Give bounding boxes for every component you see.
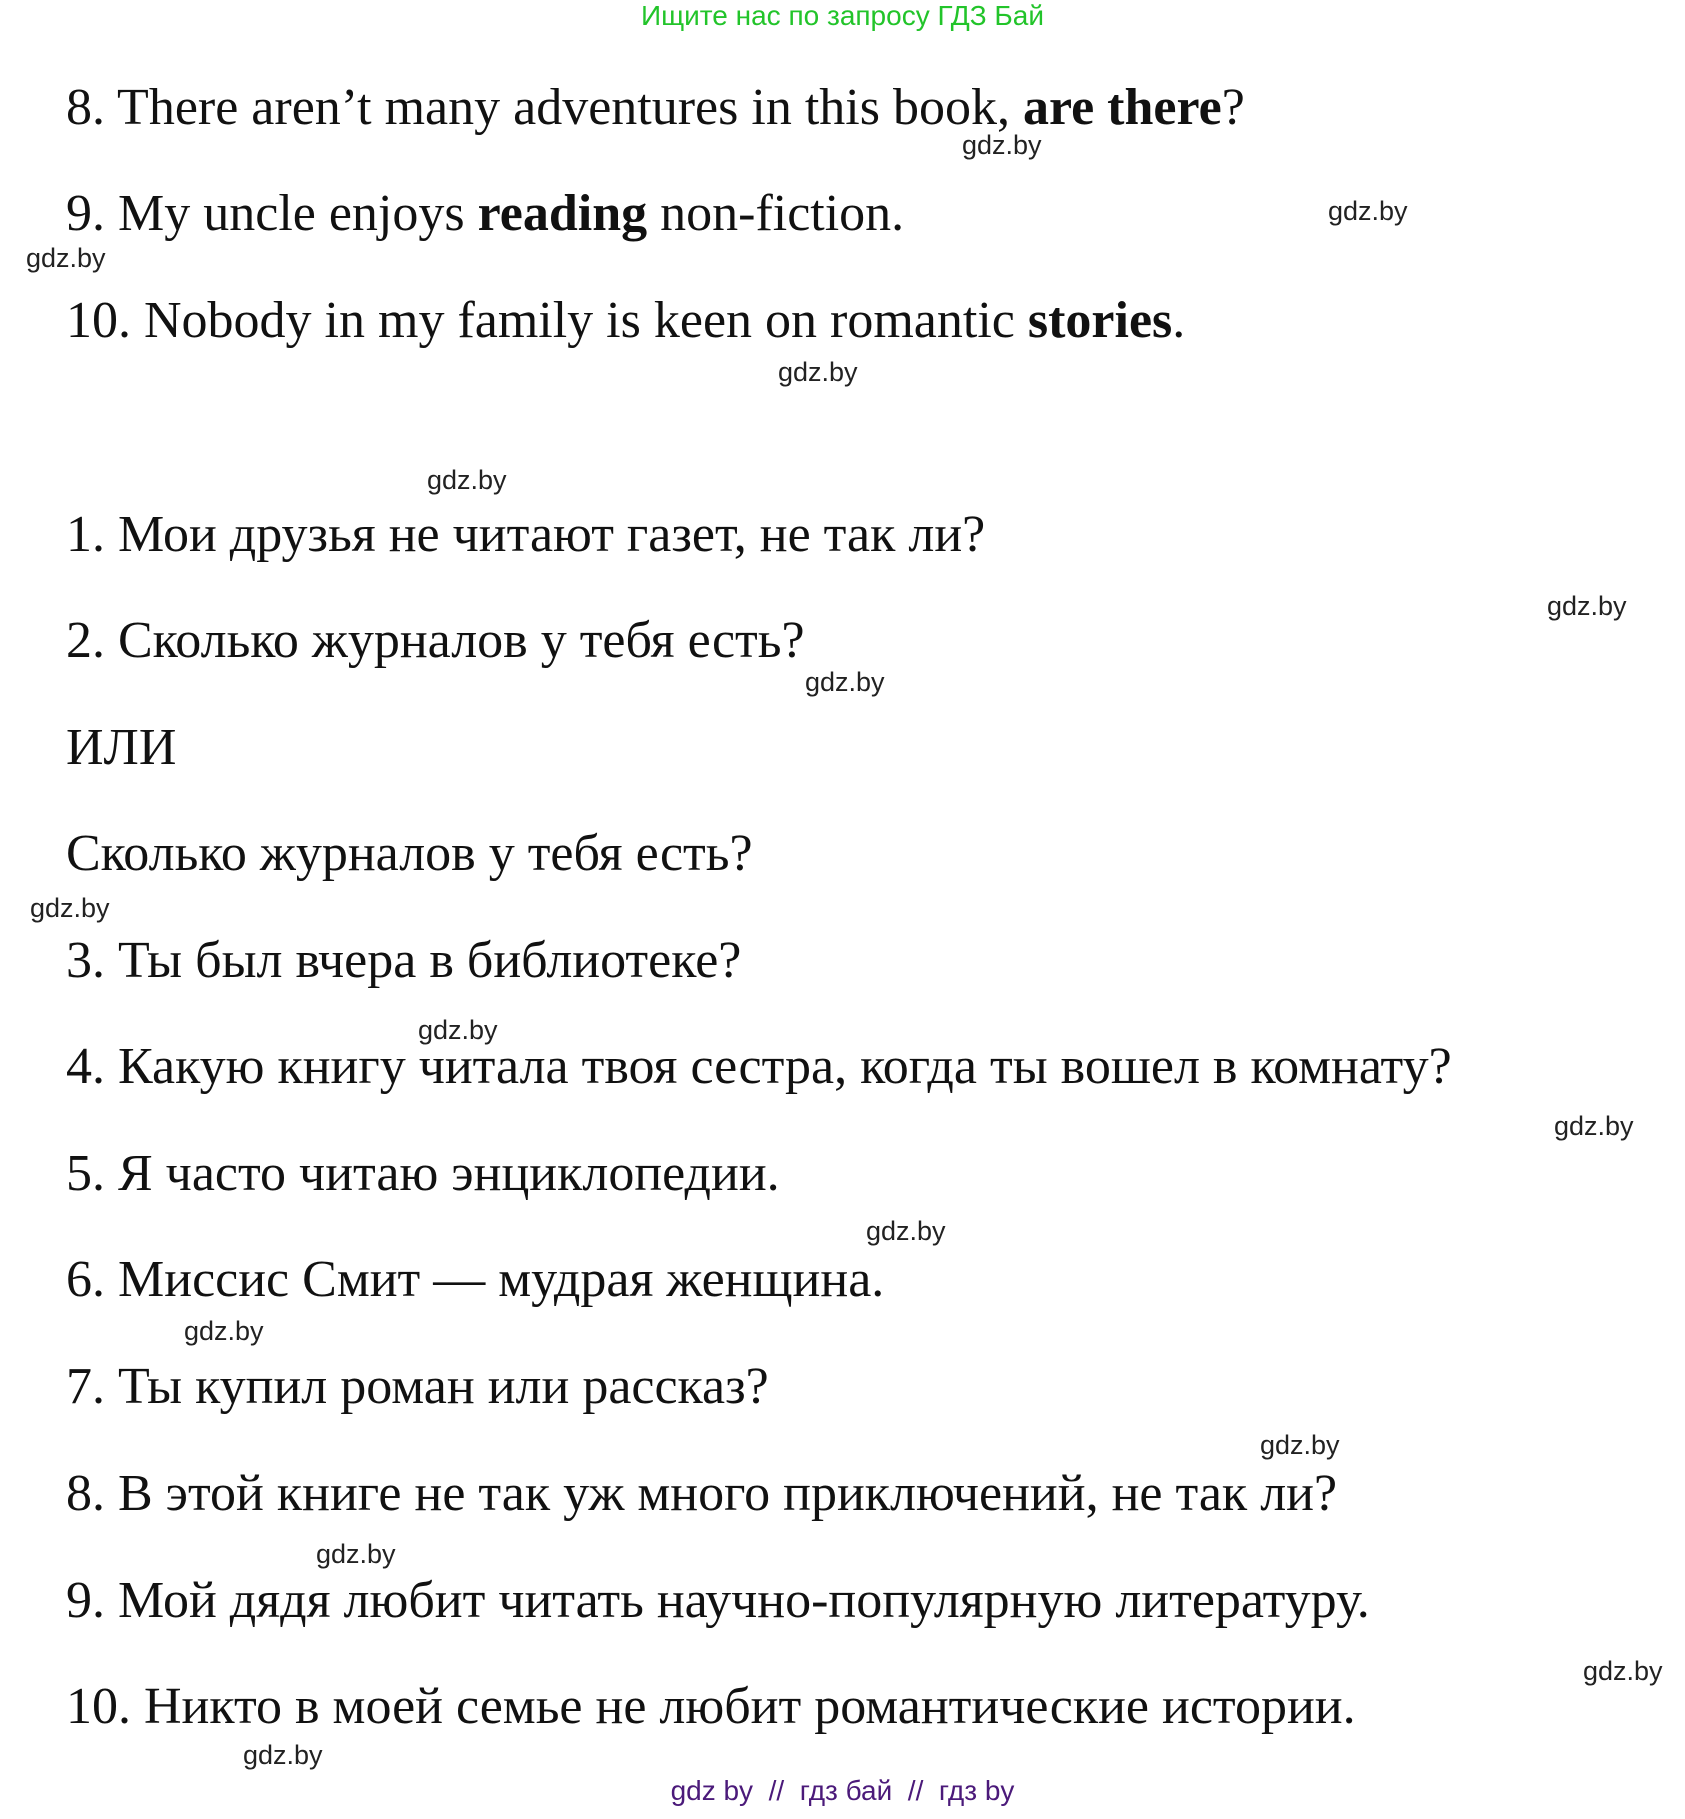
footer-links[interactable]: gdz by // гдз бай // гдз by: [670, 1775, 1015, 1806]
russian-translation-1: 1. Мои друзья не читают газет, не так ли?: [66, 506, 986, 563]
watermark: gdz.by: [418, 1015, 498, 1045]
english-answer-10: [66, 291, 1185, 351]
watermark: gdz.by: [30, 893, 110, 923]
answer-bold: stories: [1027, 292, 1173, 349]
watermark: gdz.by: [1328, 196, 1408, 226]
watermark: gdz.by: [778, 357, 858, 387]
russian-translation-10: 10. Никто в моей семье не любит романтические истории.: [66, 1678, 1356, 1735]
watermark: gdz.by: [1260, 1430, 1340, 1460]
watermark: gdz.by: [316, 1539, 396, 1569]
russian-translation-7: 7. Ты купил роман или рассказ?: [66, 1358, 769, 1415]
russian-translation-3: 3. Ты был вчера в библиотеке?: [66, 932, 742, 989]
watermark: gdz.by: [1547, 591, 1627, 621]
or-separator: ИЛИ: [66, 719, 177, 776]
answer-text: 9. My uncle enjoys: [66, 185, 478, 242]
russian-translation-4: 4. Какую книгу читала твоя сестра, когда ты вошел в комнату?: [66, 1038, 1452, 1095]
watermark: gdz.by: [866, 1216, 946, 1246]
answer-bold: are there: [1022, 79, 1222, 136]
russian-translation-5: 5. Я часто читаю энциклопедии.: [66, 1145, 780, 1202]
answer-bold: reading: [477, 185, 648, 242]
watermark: gdz.by: [1554, 1111, 1634, 1141]
russian-translation-2-alt: Сколько журналов у тебя есть?: [66, 825, 753, 882]
watermark: gdz.by: [962, 130, 1042, 160]
search-banner[interactable]: Ищите нас по запросу ГДЗ Бай: [640, 0, 1045, 31]
answer-text: 10. Nobody in my family is keen on romantic: [66, 292, 1028, 349]
answer-text: non-fiction.: [647, 185, 905, 242]
russian-translation-9: 9. Мой дядя любит читать научно-популярную литературу.: [66, 1572, 1370, 1629]
answer-text: ?: [1221, 79, 1245, 136]
russian-translation-6: 6. Миссис Смит — мудрая женщина.: [66, 1251, 885, 1308]
watermark: gdz.by: [243, 1740, 323, 1770]
watermark: gdz.by: [805, 667, 885, 697]
answer-text: .: [1172, 292, 1186, 349]
answer-text: 8. There aren’t many adventures in this book,: [66, 79, 1023, 136]
watermark: gdz.by: [26, 243, 106, 273]
russian-translation-2: 2. Сколько журналов у тебя есть?: [66, 612, 805, 669]
russian-translation-8: 8. В этой книге не так уж много приключений, не так ли?: [66, 1465, 1338, 1522]
watermark: gdz.by: [184, 1316, 264, 1346]
english-answer-8: [66, 78, 1245, 138]
english-answer-9: [66, 184, 904, 244]
watermark: gdz.by: [427, 465, 507, 495]
watermark: gdz.by: [1583, 1656, 1663, 1686]
